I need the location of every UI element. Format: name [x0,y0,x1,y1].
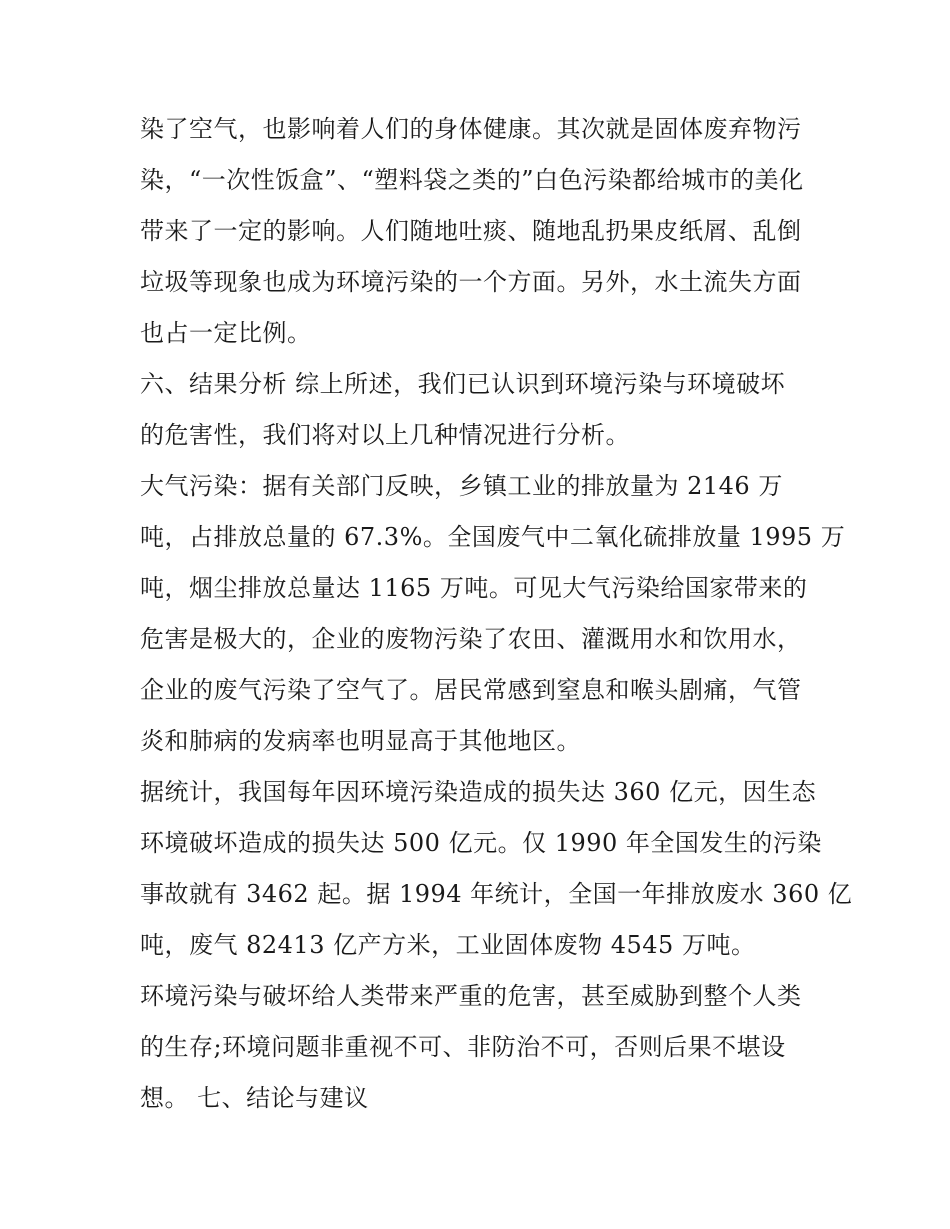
text-line: 也占一定比例。 [140,319,312,347]
body-text [140,104,853,1124]
text-line: 垃圾等现象也成为环境污染的一个方面。另外，水土流失方面 [140,268,802,296]
text-line: 吨，废气 82413 亿产方米，工业固体废物 4545 万吨。 [140,931,756,959]
text-line: 染了空气，也影响着人们的身体健康。其次就是固体废弃物污 [140,115,802,143]
text-line: 企业的废气污染了空气了。居民常感到窒息和喉头剧痛，气管 [140,676,802,704]
text-line: 吨，占排放总量的 67.3%。全国废气中二氧化硫排放量 1995 万 [140,523,846,551]
text-line: 炎和肺病的发病率也明显高于其他地区。 [140,727,581,755]
text-line: 环境破坏造成的损失达 500 亿元。仅 1990 年全国发生的污染 [140,829,822,857]
text-line: 吨，烟尘排放总量达 1165 万吨。可见大气污染给国家带来的 [140,574,808,602]
text-line: 据统计，我国每年因环境污染造成的损失达 360 亿元，因生态 [140,778,817,806]
text-line: 危害是极大的，企业的废物污染了农田、灌溉用水和饮用水， [140,625,802,653]
text-line: 事故就有 3462 起。据 1994 年统计，全国一年排放废水 360 亿 [140,880,853,908]
section-heading-conclusion: 想。 七、结论与建议 [140,1084,369,1112]
text-line: 带来了一定的影响。人们随地吐痰、随地乱扔果皮纸屑、乱倒 [140,217,802,245]
text-line: 的危害性，我们将对以上几种情况进行分析。 [140,421,630,449]
text-line: 环境污染与破坏给人类带来严重的危害，甚至威胁到整个人类 [140,982,802,1010]
text-line: 的生存;环境问题非重视不可、非防治不可，否则后果不堪设 [140,1033,786,1061]
section-heading-results: 六、结果分析 综上所述，我们已认识到环境污染与环境破坏 [140,370,786,398]
text-line: 大气污染：据有关部门反映，乡镇工业的排放量为 2146 万 [140,472,783,500]
text-line: 染，“一次性饭盒”、“塑料袋之类的”白色污染都给城市的美化 [140,166,804,194]
